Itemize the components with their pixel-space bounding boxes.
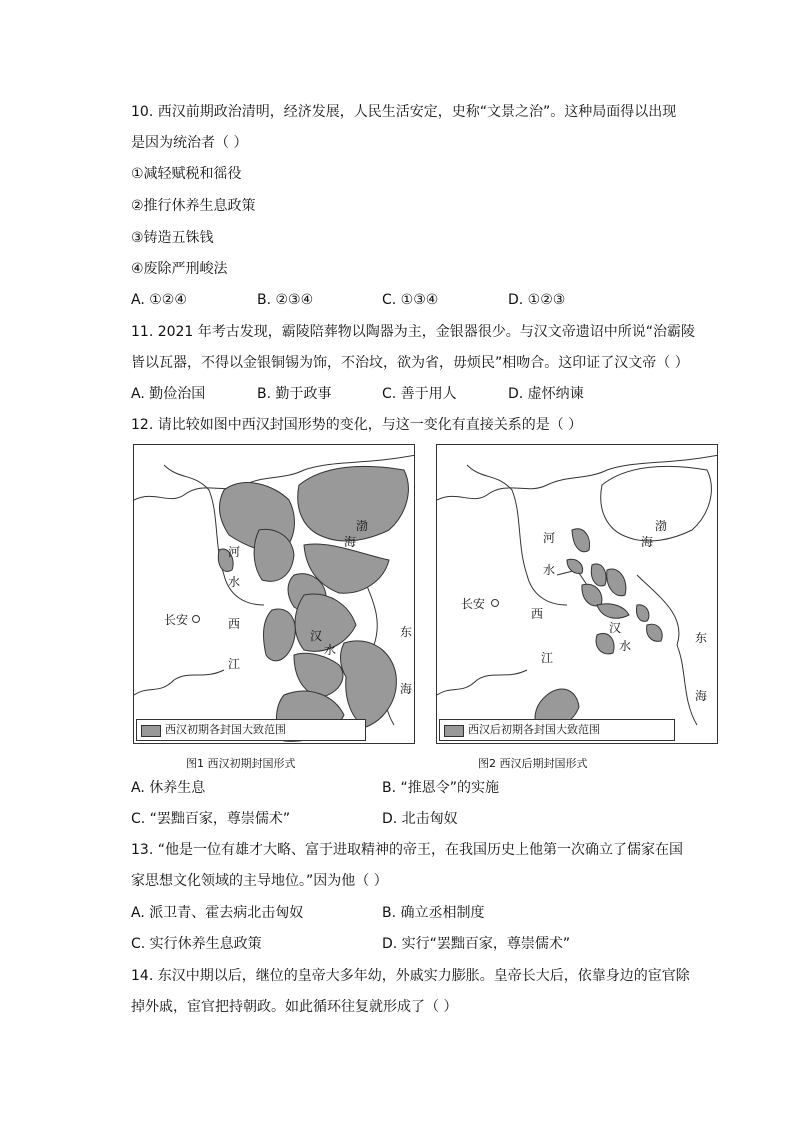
- q12-option-a: A. 休养生息: [131, 780, 206, 796]
- map1-label-hanshui: 水: [324, 643, 337, 657]
- map2-label-xi: 西: [531, 607, 544, 621]
- map1-label-donghai: 海: [400, 682, 413, 696]
- q10-stem-line1: 10. 西汉前期政治清明，经济发展，人民生活安定，史称“文景之治”。这种局面得以出现: [131, 104, 677, 120]
- map2-label-changan: 长安: [461, 597, 486, 611]
- q11-option-d: D. 虚怀纳谏: [508, 386, 584, 402]
- map2-label-hai: 海: [641, 535, 654, 549]
- q10-option-c: C. ①③④: [382, 292, 439, 308]
- q13-option-a: A. 派卫青、霍去病北击匈奴: [131, 905, 304, 921]
- map1-legend-text: 西汉初期各封国大致范围: [165, 723, 286, 736]
- q11-stem-line1: 11. 2021 年考古发现，霸陵陪葬物以陶器为主，金银器很少。与汉文帝遗诏中所说“治霸陵: [131, 324, 696, 340]
- map2-caption: 图2 西汉后期封国形式: [478, 757, 588, 770]
- q13-stem-line2: 家思想文化领域的主导地位。”因为他（ ）: [131, 873, 388, 889]
- map-figure-1: [133, 444, 415, 744]
- q10-option-b: B. ②③④: [257, 292, 314, 308]
- map2-label-donghai: 海: [695, 689, 708, 703]
- map1-legend: [136, 719, 366, 741]
- map1-label-han: 汉: [310, 629, 323, 643]
- q10-option-d: D. ①②③: [508, 292, 566, 308]
- q12-stem: 12. 请比较如图中西汉封国形势的变化，与这一变化有直接关系的是（ ）: [131, 417, 583, 433]
- map2-label-jiang: 江: [541, 651, 554, 665]
- map1-label-shui: 水: [228, 575, 241, 589]
- map2-label-shui: 水: [543, 563, 556, 577]
- q12-option-b: B. “推恩令”的实施: [382, 780, 500, 796]
- map-1-drawing: [134, 445, 415, 744]
- map2-changan-marker-icon: [491, 599, 499, 607]
- map2-label-han: 汉: [609, 621, 622, 635]
- q11-stem-line2: 皆以瓦器，不得以金银铜锡为饰，不治坟，欲为省，毋烦民”相吻合。这印证了汉文帝（ ）: [131, 355, 689, 371]
- map2-label-he: 河: [543, 531, 556, 545]
- q10-stem-line2: 是因为统治者（ ）: [131, 135, 248, 151]
- q11-option-b: B. 勤于政事: [257, 386, 332, 402]
- q13-option-b: B. 确立丞相制度: [382, 905, 485, 921]
- map1-legend-swatch: [141, 725, 161, 737]
- map2-legend: [439, 719, 675, 741]
- map1-label-hai: 海: [344, 535, 357, 549]
- q14-stem-line1: 14. 东汉中期以后，继位的皇帝大多年幼，外戚实力膨胀。皇帝长大后，依靠身边的宦官除: [131, 968, 690, 984]
- q14-stem-line2: 掉外戚，宦官把持朝政。如此循环往复就形成了（ ）: [131, 999, 458, 1015]
- q13-option-c: C. 实行休养生息政策: [131, 936, 262, 952]
- map1-label-bo: 渤: [356, 519, 369, 533]
- map2-label-dong: 东: [695, 631, 708, 645]
- q10-item-1: ①减轻赋税和徭役: [131, 166, 242, 182]
- q11-option-c: C. 善于用人: [382, 386, 457, 402]
- q11-option-a: A. 勤俭治国: [131, 386, 206, 402]
- q10-item-3: ③铸造五铢钱: [131, 230, 214, 246]
- q10-item-2: ②推行休养生息政策: [131, 198, 256, 214]
- q12-option-c: C. “罢黜百家，尊崇儒术”: [131, 811, 291, 827]
- map-figure-2: [436, 444, 718, 744]
- map2-label-hanshui: 水: [619, 639, 632, 653]
- map2-label-bo: 渤: [655, 519, 668, 533]
- q13-stem-line1: 13. “他是一位有雄才大略、富于进取精神的帝王，在我国历史上他第一次确立了儒家在国: [131, 842, 683, 858]
- map1-label-jiang: 江: [228, 657, 241, 671]
- q12-option-d: D. 北击匈奴: [382, 811, 458, 827]
- map1-label-changan: 长安: [164, 613, 189, 627]
- map2-legend-text: 西汉后初期各封国大致范围: [468, 723, 600, 736]
- q10-option-a: A. ①②④: [131, 292, 187, 308]
- q13-option-d: D. 实行“罢黜百家，尊崇儒术”: [382, 936, 571, 952]
- q10-item-4: ④废除严刑峻法: [131, 261, 228, 277]
- map1-label-xi: 西: [228, 617, 241, 631]
- map1-caption: 图1 西汉初期封国形式: [186, 757, 296, 770]
- map2-legend-swatch: [444, 725, 464, 737]
- map-2-drawing: [437, 445, 718, 744]
- map1-changan-marker-icon: [192, 615, 200, 623]
- map1-label-he: 河: [228, 545, 241, 559]
- map1-label-dong: 东: [400, 625, 413, 639]
